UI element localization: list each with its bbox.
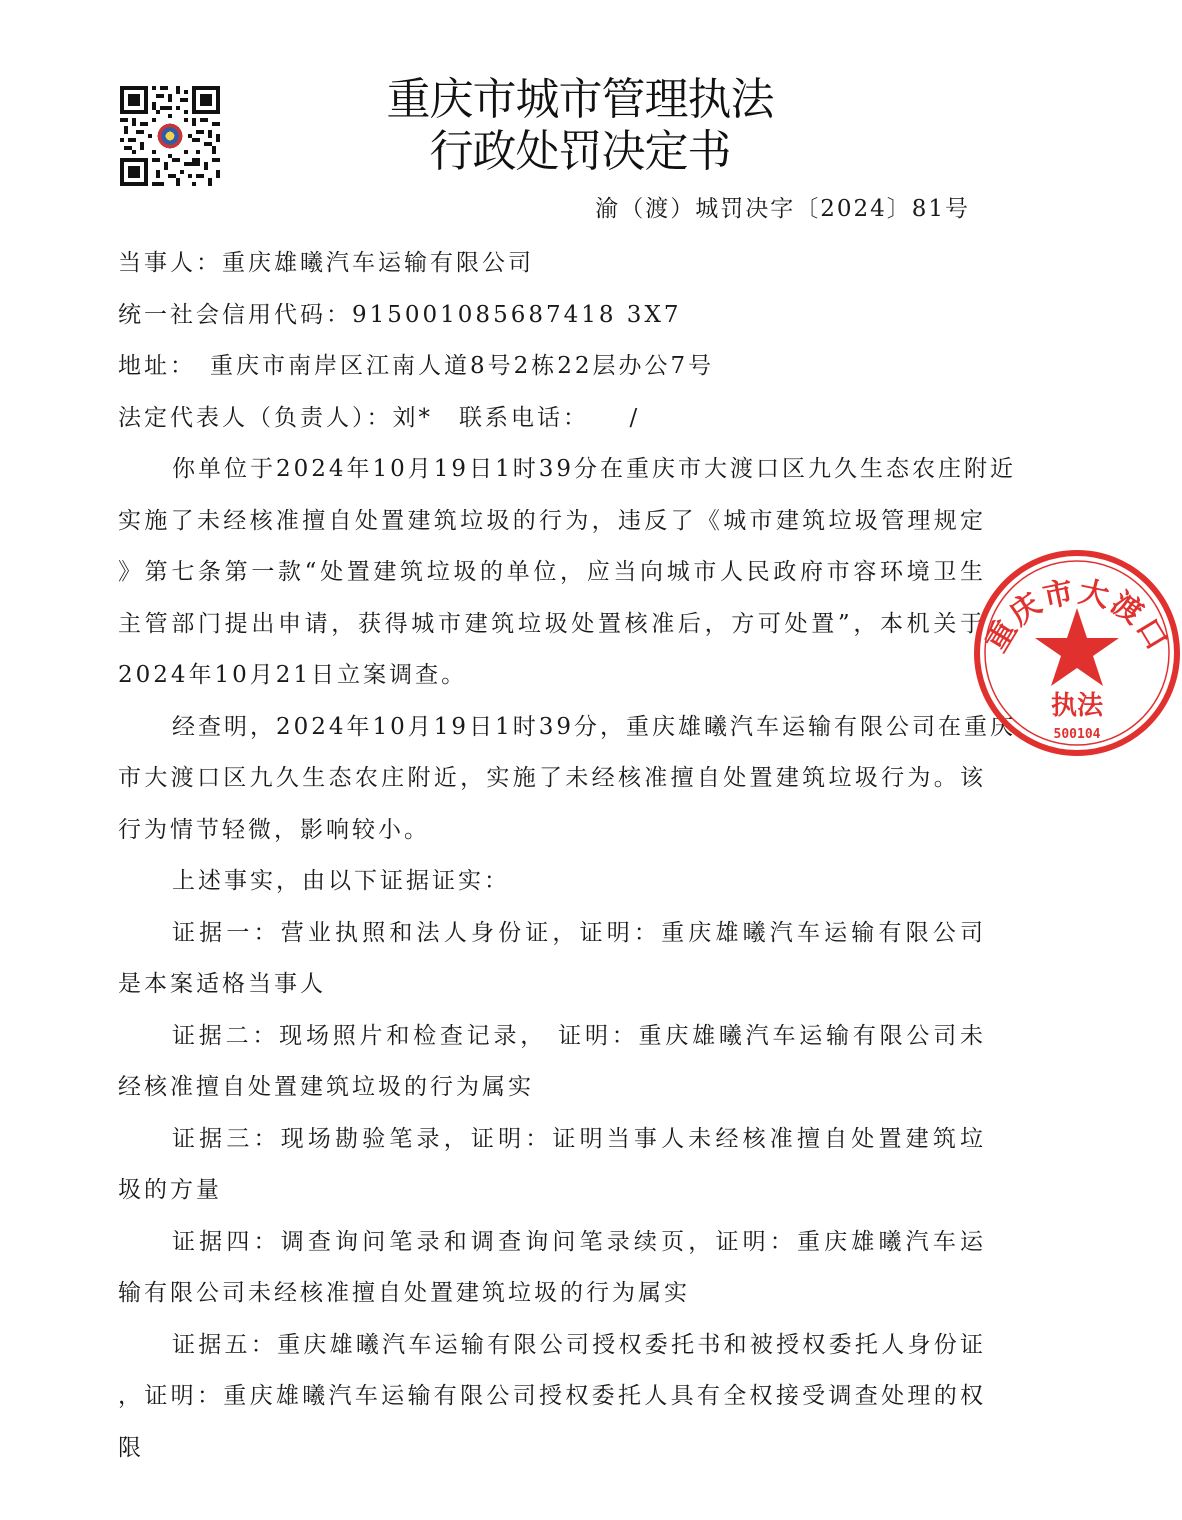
document-body: [118, 238, 1016, 1474]
body-line: 证据一：营业执照和法人身份证，证明：重庆雄曦汽车运输有限公司: [172, 919, 986, 946]
body-line: 经核准擅自处置建筑垃圾的行为属实: [118, 1074, 534, 1100]
body-line: 证据三：现场勘验笔录，证明：证明当事人未经核准擅自处置建筑垃: [172, 1125, 986, 1152]
official-seal: [972, 548, 1182, 758]
body-line: 证据二：现场照片和检查记录， 证明：重庆雄曦汽车运输有限公司未: [172, 1022, 986, 1049]
body-line: 主管部门提出申请，获得城市建筑垃圾处置核准后，方可处置”，本机关于: [118, 610, 986, 637]
body-line: 市大渡口区九久生态农庄附近，实施了未经核准擅自处置建筑垃圾行为。该: [118, 765, 986, 791]
body-line: 行为情节轻微，影响较小。: [118, 816, 430, 843]
body-line: 限: [118, 1434, 144, 1461]
body-line: 》第七条第一款“处置建筑垃圾的单位，应当向城市人民政府市容环境卫生: [118, 559, 986, 585]
title-line-2: 行政处罚决定书: [429, 126, 731, 177]
body-line: 输有限公司未经核准擅自处置建筑垃圾的行为属实: [118, 1280, 690, 1306]
party-name: 当事人：重庆雄曦汽车运输有限公司: [118, 250, 534, 276]
body-line: 2024年10月21日立案调查。: [118, 662, 468, 688]
credit-code: 统一社会信用代码：915001085687418 3X7: [118, 301, 682, 328]
body-text: [118, 444, 1016, 1474]
seal-star-icon: [1035, 608, 1119, 686]
body-line: ，证明：重庆雄曦汽车运输有限公司授权委托人具有全权接受调查处理的权: [118, 1383, 986, 1409]
address-value: 重庆市南岸区江南人道8号2栋22层办公7号: [210, 353, 715, 379]
body-line: 上述事实，由以下证据证实：: [172, 868, 510, 894]
legal-representative: 法定代表人（负责人）：刘* 联系电话： /: [118, 404, 641, 431]
body-line: 证据五：重庆雄曦汽车运输有限公司授权委托书和被授权委托人身份证: [172, 1331, 986, 1358]
seal-text: 重庆市大渡口: [978, 574, 1176, 658]
address-label: 地址：: [118, 353, 196, 379]
title-line-1: 重庆市城市管理执法: [386, 74, 774, 125]
body-line: 你单位于2024年10月19日1时39分在重庆市大渡口区九久生态农庄附近: [172, 456, 1016, 482]
body-line: 证据四：调查询问笔录和调查询问笔录续页，证明：重庆雄曦汽车运: [172, 1228, 986, 1255]
seal-bottom-text: 执法: [1050, 691, 1104, 721]
body-line: 实施了未经核准擅自处置建筑垃圾的行为，违反了《城市建筑垃圾管理规定: [118, 507, 986, 534]
document-number: 渝（渡）城罚决字〔2024〕81号: [595, 196, 970, 222]
document-title: [330, 74, 830, 178]
body-line: 经查明，2024年10月19日1时39分，重庆雄曦汽车运输有限公司在重庆: [172, 713, 1016, 740]
address-line: [118, 341, 986, 393]
seal-code: 500104: [1053, 727, 1101, 742]
body-line: 圾的方量: [118, 1177, 222, 1203]
body-line: 是本案适格当事人: [118, 971, 326, 997]
qr-code-icon: [120, 86, 220, 186]
